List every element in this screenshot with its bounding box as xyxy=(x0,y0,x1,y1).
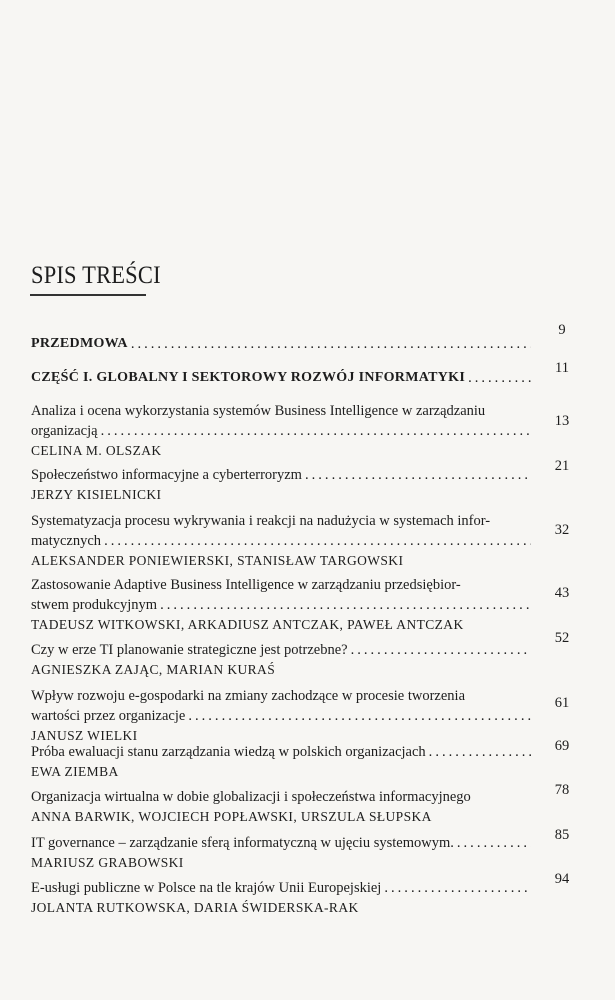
page-number: 85 xyxy=(554,827,570,843)
entry-title: Organizacja wirtualna w dobie globalizacji i społeczeństwa informacyjnego xyxy=(31,789,471,805)
page-number: 61 xyxy=(554,695,570,711)
entry-author: ALEKSANDER PONIEWIERSKI, STANISŁAW TARGOWSKI xyxy=(31,553,404,568)
dot-leader xyxy=(101,421,531,441)
entry-author: JOLANTA RUTKOWSKA, DARIA ŚWIDERSKA-RAK xyxy=(31,900,359,915)
dot-leader xyxy=(351,640,531,660)
entry-title-line-2: matycznych xyxy=(31,533,102,549)
toc-entry[interactable] xyxy=(31,742,531,782)
entry-author: AGNIESZKA ZAJĄC, MARIAN KURAŚ xyxy=(31,662,276,677)
page-number: 78 xyxy=(554,782,570,798)
dot-leader xyxy=(131,334,531,354)
page-number: 43 xyxy=(554,585,570,601)
entry-author: TADEUSZ WITKOWSKI, ARKADIUSZ ANTCZAK, PAWEŁ ANTCZAK xyxy=(31,617,464,632)
entry-title-line-1: Zastosowanie Adaptive Business Intelligence w zarządzaniu przedsiębior- xyxy=(31,577,461,593)
toc-entry[interactable] xyxy=(31,878,531,918)
page-number: 94 xyxy=(554,871,570,887)
entry-author: ANNA BARWIK, WOJCIECH POPŁAWSKI, URSZULA SŁUPSKA xyxy=(31,809,432,824)
dot-leader xyxy=(384,878,531,898)
toc-entry-preface[interactable] xyxy=(31,334,531,354)
page-number: 13 xyxy=(554,413,570,429)
toc-entry-part-1[interactable] xyxy=(31,368,531,388)
dot-leader xyxy=(468,368,531,388)
page-number: 9 xyxy=(558,322,566,338)
toc-entry[interactable] xyxy=(31,401,531,461)
toc-heading: SPIS TREŚCI xyxy=(31,262,161,289)
entry-title-line-2: stwem produkcyjnym xyxy=(31,597,158,613)
page-number: 11 xyxy=(555,360,569,376)
entry-title-line-1: Systematyzacja procesu wykrywania i reakcji na nadużycia w systemach infor- xyxy=(31,513,491,529)
page-number: 69 xyxy=(554,738,570,754)
entry-title: PRZEDMOWA xyxy=(31,336,128,351)
dot-leader xyxy=(188,706,531,726)
page-number: 52 xyxy=(554,630,570,646)
entry-title-line-2: wartości przez organizacje xyxy=(31,708,186,724)
toc-entry[interactable] xyxy=(31,640,531,680)
page-number: 21 xyxy=(554,458,570,474)
toc-entry[interactable] xyxy=(31,511,531,571)
entry-title-line-2: organizacją xyxy=(31,423,98,439)
heading-underline xyxy=(30,294,146,296)
page-number: 32 xyxy=(554,522,570,538)
toc-entry[interactable] xyxy=(31,686,531,746)
dot-leader xyxy=(160,595,531,615)
entry-title: Czy w erze TI planowanie strategiczne jest potrzebne? xyxy=(31,642,348,658)
entry-title-line-1: Analiza i ocena wykorzystania systemów Business Intelligence w zarządzaniu xyxy=(31,403,486,419)
entry-title: Próba ewaluacji stanu zarządzania wiedzą w polskich organizacjach xyxy=(31,744,426,760)
toc-entry[interactable] xyxy=(31,575,531,635)
entry-author: MARIUSZ GRABOWSKI xyxy=(31,855,184,870)
entry-author: EWA ZIEMBA xyxy=(31,764,119,779)
entry-title: Społeczeństwo informacyjne a cyberterroryzm xyxy=(31,467,302,483)
dot-leader xyxy=(457,833,531,853)
entry-author: JANUSZ WIELKI xyxy=(31,728,138,743)
entry-author: CELINA M. OLSZAK xyxy=(31,443,162,458)
dot-leader xyxy=(429,742,531,762)
entry-author: JERZY KISIELNICKI xyxy=(31,487,162,502)
entry-title-line-1: Wpływ rozwoju e-gospodarki na zmiany zachodzące w procesie tworzenia xyxy=(31,688,466,704)
toc-entry[interactable] xyxy=(31,787,531,827)
entry-title: IT governance – zarządzanie sferą informatyczną w ujęciu systemowym. xyxy=(31,835,454,851)
entry-title: CZĘŚĆ I. GLOBALNY I SEKTOROWY ROZWÓJ INFORMATYKI xyxy=(31,370,466,385)
entry-title: E-usługi publiczne w Polsce na tle krajów Unii Europejskiej xyxy=(31,880,382,896)
toc-entry[interactable] xyxy=(31,465,531,505)
dot-leader xyxy=(305,465,531,485)
toc-entry[interactable] xyxy=(31,833,531,873)
dot-leader xyxy=(104,531,531,551)
